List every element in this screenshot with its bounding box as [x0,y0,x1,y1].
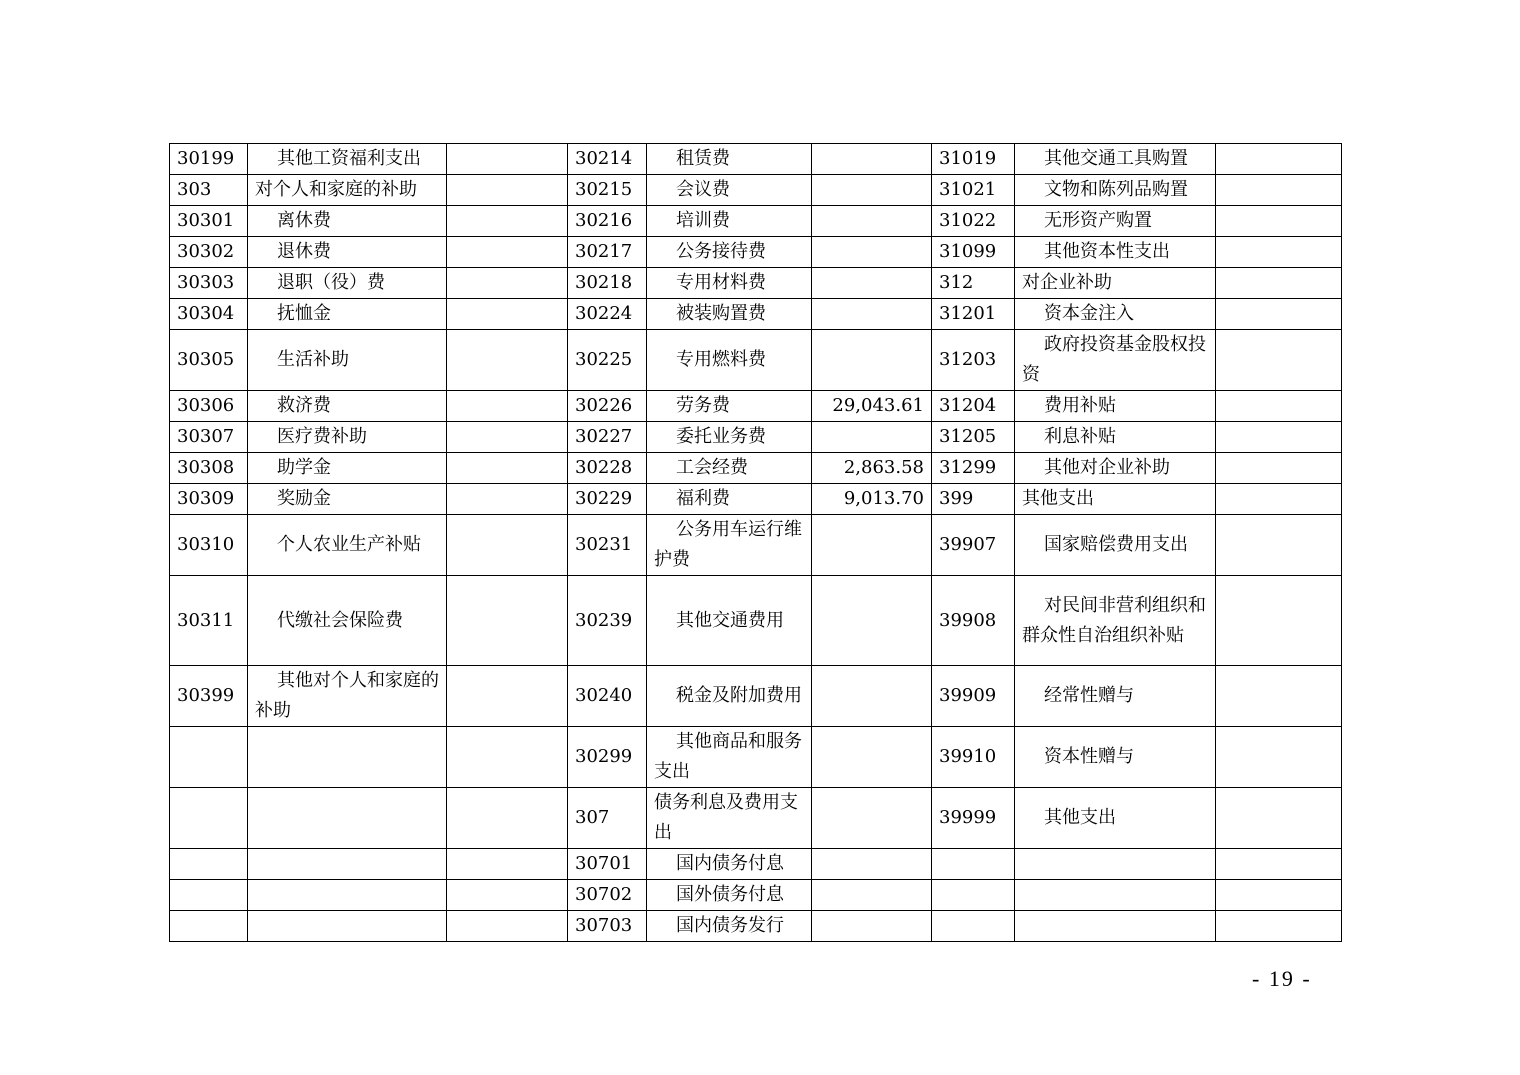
code-cell: 30214 [568,144,647,175]
amount-cell [1216,788,1342,849]
code-cell: 30703 [568,911,647,942]
item-name-cell: 其他支出 [1015,788,1216,849]
table-row [170,175,1342,206]
item-name-cell [248,911,447,942]
item-name-cell: 被装购置费 [647,299,812,330]
amount-cell [447,330,568,391]
item-name-cell: 资本性赠与 [1015,727,1216,788]
item-name-cell: 无形资产购置 [1015,206,1216,237]
item-name-cell: 其他资本性支出 [1015,237,1216,268]
amount-cell [1216,453,1342,484]
amount-cell [812,849,932,880]
amount-cell [1216,299,1342,330]
amount-cell [447,788,568,849]
amount-cell [447,576,568,666]
amount-cell [1216,422,1342,453]
item-name-cell: 专用材料费 [647,268,812,299]
item-name-cell [248,727,447,788]
amount-cell [1216,515,1342,576]
amount-cell [447,911,568,942]
amount-cell [447,727,568,788]
amount-cell [447,849,568,880]
code-cell: 30301 [170,206,248,237]
code-cell: 30304 [170,299,248,330]
amount-cell [812,175,932,206]
page-number: - 19 - [1252,966,1312,991]
code-cell: 30239 [568,576,647,666]
code-cell: 30218 [568,268,647,299]
amount-cell [447,515,568,576]
item-name-cell: 个人农业生产补贴 [248,515,447,576]
code-cell: 30309 [170,484,248,515]
amount-cell [812,727,932,788]
item-name-cell: 政府投资基金股权投资 [1015,330,1216,391]
item-name-cell: 公务用车运行维护费 [647,515,812,576]
amount-cell [1216,849,1342,880]
item-name-cell: 经常性赠与 [1015,666,1216,727]
item-name-cell: 会议费 [647,175,812,206]
code-cell: 31019 [932,144,1015,175]
item-name-cell: 国内债务付息 [647,849,812,880]
amount-cell [447,484,568,515]
item-name-cell: 国外债务付息 [647,880,812,911]
code-cell: 31299 [932,453,1015,484]
amount-cell [812,268,932,299]
item-name-cell: 其他工资福利支出 [248,144,447,175]
code-cell: 39907 [932,515,1015,576]
item-name-cell: 资本金注入 [1015,299,1216,330]
amount-cell [812,299,932,330]
item-name-cell: 委托业务费 [647,422,812,453]
item-name-cell: 救济费 [248,391,447,422]
budget-table [169,143,1342,942]
code-cell: 30215 [568,175,647,206]
amount-cell [447,666,568,727]
code-cell: 307 [568,788,647,849]
code-cell: 31203 [932,330,1015,391]
code-cell: 30302 [170,237,248,268]
table-row [170,268,1342,299]
amount-cell [447,453,568,484]
amount-cell [812,788,932,849]
code-cell [170,880,248,911]
table-row [170,206,1342,237]
item-name-cell: 其他交通工具购置 [1015,144,1216,175]
item-name-cell: 工会经费 [647,453,812,484]
amount-cell [1216,576,1342,666]
table-row [170,911,1342,942]
amount-cell [812,422,932,453]
code-cell [170,911,248,942]
amount-cell [1216,666,1342,727]
amount-cell: 9,013.70 [812,484,932,515]
code-cell [170,788,248,849]
amount-cell [812,206,932,237]
item-name-cell: 奖励金 [248,484,447,515]
code-cell: 30226 [568,391,647,422]
code-cell: 30229 [568,484,647,515]
code-cell: 39909 [932,666,1015,727]
table-row [170,453,1342,484]
item-name-cell [248,880,447,911]
table-row [170,299,1342,330]
item-name-cell: 抚恤金 [248,299,447,330]
code-cell: 30217 [568,237,647,268]
code-cell [932,911,1015,942]
code-cell: 31021 [932,175,1015,206]
code-cell: 30224 [568,299,647,330]
code-cell [170,727,248,788]
amount-cell: 2,863.58 [812,453,932,484]
amount-cell [1216,237,1342,268]
item-name-cell: 专用燃料费 [647,330,812,391]
code-cell: 303 [170,175,248,206]
item-name-cell: 培训费 [647,206,812,237]
code-cell: 31204 [932,391,1015,422]
code-cell: 30228 [568,453,647,484]
item-name-cell: 对企业补助 [1015,268,1216,299]
amount-cell [1216,144,1342,175]
code-cell [170,849,248,880]
amount-cell [1216,330,1342,391]
code-cell: 30701 [568,849,647,880]
code-cell: 30305 [170,330,248,391]
code-cell: 30399 [170,666,248,727]
item-name-cell: 费用补贴 [1015,391,1216,422]
amount-cell [1216,391,1342,422]
amount-cell [1216,268,1342,299]
item-name-cell: 劳务费 [647,391,812,422]
code-cell: 30240 [568,666,647,727]
amount-cell [812,144,932,175]
amount-cell [447,299,568,330]
item-name-cell: 国家赔偿费用支出 [1015,515,1216,576]
item-name-cell: 公务接待费 [647,237,812,268]
amount-cell [812,237,932,268]
code-cell: 30307 [170,422,248,453]
item-name-cell [248,788,447,849]
item-name-cell: 租赁费 [647,144,812,175]
table-row [170,727,1342,788]
code-cell: 30225 [568,330,647,391]
code-cell: 30306 [170,391,248,422]
item-name-cell: 助学金 [248,453,447,484]
item-name-cell: 其他交通费用 [647,576,812,666]
table-row [170,788,1342,849]
item-name-cell: 福利费 [647,484,812,515]
amount-cell [812,576,932,666]
table-row [170,422,1342,453]
code-cell: 312 [932,268,1015,299]
item-name-cell: 离休费 [248,206,447,237]
code-cell: 399 [932,484,1015,515]
amount-cell [812,330,932,391]
code-cell: 39999 [932,788,1015,849]
item-name-cell: 代缴社会保险费 [248,576,447,666]
code-cell: 31022 [932,206,1015,237]
amount-cell [447,391,568,422]
amount-cell [1216,484,1342,515]
amount-cell [447,237,568,268]
item-name-cell: 对个人和家庭的补助 [248,175,447,206]
code-cell: 31099 [932,237,1015,268]
item-name-cell: 医疗费补助 [248,422,447,453]
item-name-cell: 国内债务发行 [647,911,812,942]
item-name-cell: 对民间非营利组织和群众性自治组织补贴 [1015,576,1216,666]
table-row [170,849,1342,880]
code-cell: 39908 [932,576,1015,666]
code-cell: 31205 [932,422,1015,453]
amount-cell [1216,175,1342,206]
item-name-cell [248,849,447,880]
amount-cell [812,880,932,911]
item-name-cell: 退职（役）费 [248,268,447,299]
item-name-cell: 生活补助 [248,330,447,391]
code-cell: 30199 [170,144,248,175]
amount-cell [447,880,568,911]
amount-cell [447,144,568,175]
item-name-cell: 文物和陈列品购置 [1015,175,1216,206]
amount-cell [447,268,568,299]
code-cell: 31201 [932,299,1015,330]
amount-cell [447,206,568,237]
amount-cell [1216,727,1342,788]
item-name-cell: 退休费 [248,237,447,268]
item-name-cell: 其他商品和服务支出 [647,727,812,788]
table-row [170,330,1342,391]
table-row [170,144,1342,175]
code-cell: 30227 [568,422,647,453]
table-row [170,484,1342,515]
item-name-cell: 其他对个人和家庭的补助 [248,666,447,727]
code-cell: 39910 [932,727,1015,788]
item-name-cell: 利息补贴 [1015,422,1216,453]
item-name-cell: 其他支出 [1015,484,1216,515]
item-name-cell [1015,911,1216,942]
code-cell: 30231 [568,515,647,576]
item-name-cell: 其他对企业补助 [1015,453,1216,484]
item-name-cell: 税金及附加费用 [647,666,812,727]
item-name-cell [1015,880,1216,911]
code-cell: 30308 [170,453,248,484]
item-name-cell: 债务利息及费用支出 [647,788,812,849]
item-name-cell [1015,849,1216,880]
table-row [170,515,1342,576]
amount-cell [447,422,568,453]
code-cell: 30702 [568,880,647,911]
code-cell: 30299 [568,727,647,788]
amount-cell [812,666,932,727]
amount-cell [1216,880,1342,911]
code-cell: 30303 [170,268,248,299]
code-cell [932,880,1015,911]
table-row [170,880,1342,911]
code-cell [932,849,1015,880]
amount-cell [447,175,568,206]
amount-cell [812,911,932,942]
table-row [170,237,1342,268]
amount-cell [1216,911,1342,942]
table-row [170,576,1342,666]
table-row [170,666,1342,727]
amount-cell [812,515,932,576]
code-cell: 30216 [568,206,647,237]
code-cell: 30310 [170,515,248,576]
amount-cell: 29,043.61 [812,391,932,422]
amount-cell [1216,206,1342,237]
code-cell: 30311 [170,576,248,666]
table-row [170,391,1342,422]
